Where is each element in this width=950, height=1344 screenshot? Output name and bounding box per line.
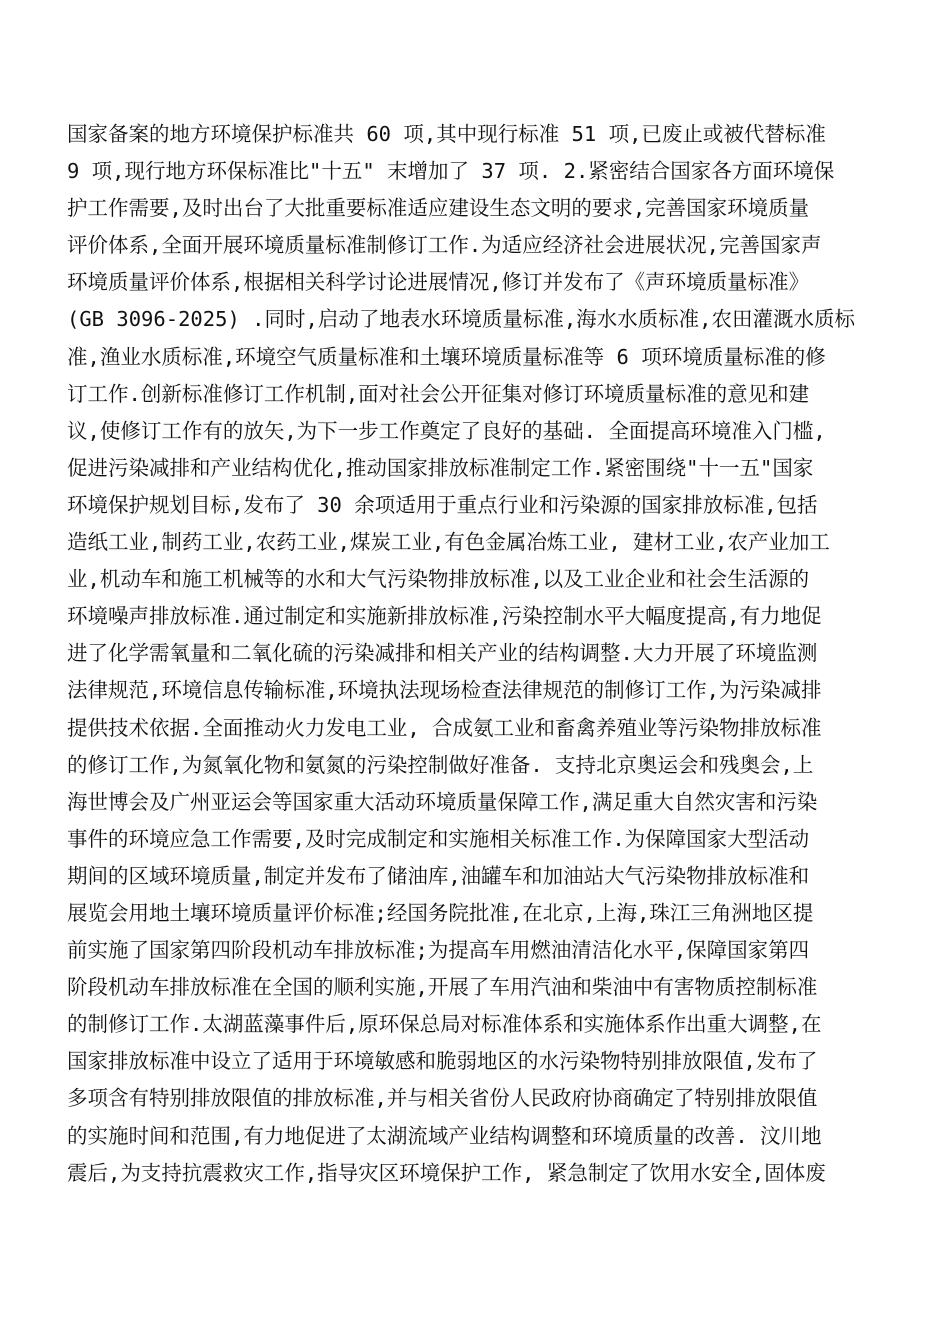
text-line: 环境质量评价体系,根据相关科学讨论进展情况,修订并发布了《声环境质量标准》 bbox=[67, 270, 810, 295]
text-line: 议,使修订工作有的放矢,为下一步工作奠定了良好的基础. 全面提高环境准入门槛, bbox=[67, 418, 826, 443]
text-line: 环境保护规划目标,发布了 30 余项适用于重点行业和污染源的国家排放标准,包括 bbox=[67, 492, 818, 517]
text-line: 国家备案的地方环境保护标准共 60 项,其中现行标准 51 项,已废止或被代替标准 bbox=[67, 122, 826, 146]
text-line: 阶段机动车排放标准在全国的顺利实施,开展了车用汽油和柴油中有害物质控制标准 bbox=[67, 975, 818, 1000]
text-line: (GB 3096-2025) .同时,启动了地表水环境质量标准,海水水质标准,农田灌溉水质标 bbox=[67, 307, 855, 332]
text-line: 事件的环境应急工作需要,及时完成制定和实施相关标准工作.为保障国家大型活动 bbox=[67, 826, 810, 851]
text-line: 展览会用地土壤环境质量评价标准;经国务院批准,在北京,上海,珠江三角洲地区提 bbox=[67, 900, 814, 925]
body-text bbox=[67, 116, 897, 1192]
text-line: 订工作.创新标准修订工作机制,面对社会公开征集对修订环境质量标准的意见和建 bbox=[67, 381, 810, 406]
text-line: 促进污染减排和产业结构优化,推动国家排放标准制定工作.紧密围绕"十一五"国家 bbox=[67, 455, 814, 480]
text-line: 进了化学需氧量和二氧化硫的污染减排和相关产业的结构调整.大力开展了环境监测 bbox=[67, 641, 818, 666]
text-line: 海世博会及广州亚运会等国家重大活动环境质量保障工作,满足重大自然灾害和污染 bbox=[67, 789, 818, 814]
text-line: 期间的区域环境质量,制定并发布了储油库,油罐车和加油站大气污染物排放标准和 bbox=[67, 863, 810, 888]
text-line: 提供技术依据.全面推动火力发电工业, 合成氨工业和畜禽养殖业等污染物排放标准 bbox=[67, 715, 822, 740]
text-line: 评价体系,全面开展环境质量标准制修订工作.为适应经济社会进展状况,完善国家声 bbox=[67, 233, 822, 258]
text-line: 法律规范,环境信息传输标准,环境执法现场检查法律规范的制修订工作,为污染减排 bbox=[67, 678, 822, 703]
text-line: 环境噪声排放标准.通过制定和实施新排放标准,污染控制水平大幅度提高,有力地促 bbox=[67, 604, 822, 629]
text-line: 业,机动车和施工机械等的水和大气污染物排放标准,以及工业企业和社会生活源的 bbox=[67, 567, 810, 592]
text-line: 国家排放标准中设立了适用于环境敏感和脆弱地区的水污染物特别排放限值,发布了 bbox=[67, 1049, 818, 1074]
text-line: 护工作需要,及时出台了大批重要标准适应建设生态文明的要求,完善国家环境质量 bbox=[67, 196, 810, 221]
text-line: 9 项,现行地方环保标准比"十五" 末增加了 37 项. 2.紧密结合国家各方面环境保 bbox=[67, 159, 835, 184]
text-line: 准,渔业水质标准,环境空气质量标准和土壤环境质量标准等 6 项环境质量标准的修 bbox=[67, 344, 826, 369]
text-line: 造纸工业,制药工业,农药工业,煤炭工业,有色金属冶炼工业, 建材工业,农产业加工 bbox=[67, 530, 830, 555]
text-line: 震后,为支持抗震救灾工作,指导灾区环境保护工作, 紧急制定了饮用水安全,固体废 bbox=[67, 1160, 826, 1185]
text-line: 的实施时间和范围,有力地促进了太湖流域产业结构调整和环境质量的改善. 汶川地 bbox=[67, 1123, 822, 1148]
text-line: 的修订工作,为氮氧化物和氨氮的污染控制做好准备. 支持北京奥运会和残奥会,上 bbox=[67, 752, 814, 777]
text-line: 的制修订工作.太湖蓝藻事件后,原环保总局对标准体系和实施体系作出重大调整,在 bbox=[67, 1012, 822, 1037]
text-line: 前实施了国家第四阶段机动车排放标准;为提高车用燃油清洁化水平,保障国家第四 bbox=[67, 938, 810, 963]
text-line: 多项含有特别排放限值的排放标准,并与相关省份人民政府协商确定了特别排放限值 bbox=[67, 1086, 818, 1111]
